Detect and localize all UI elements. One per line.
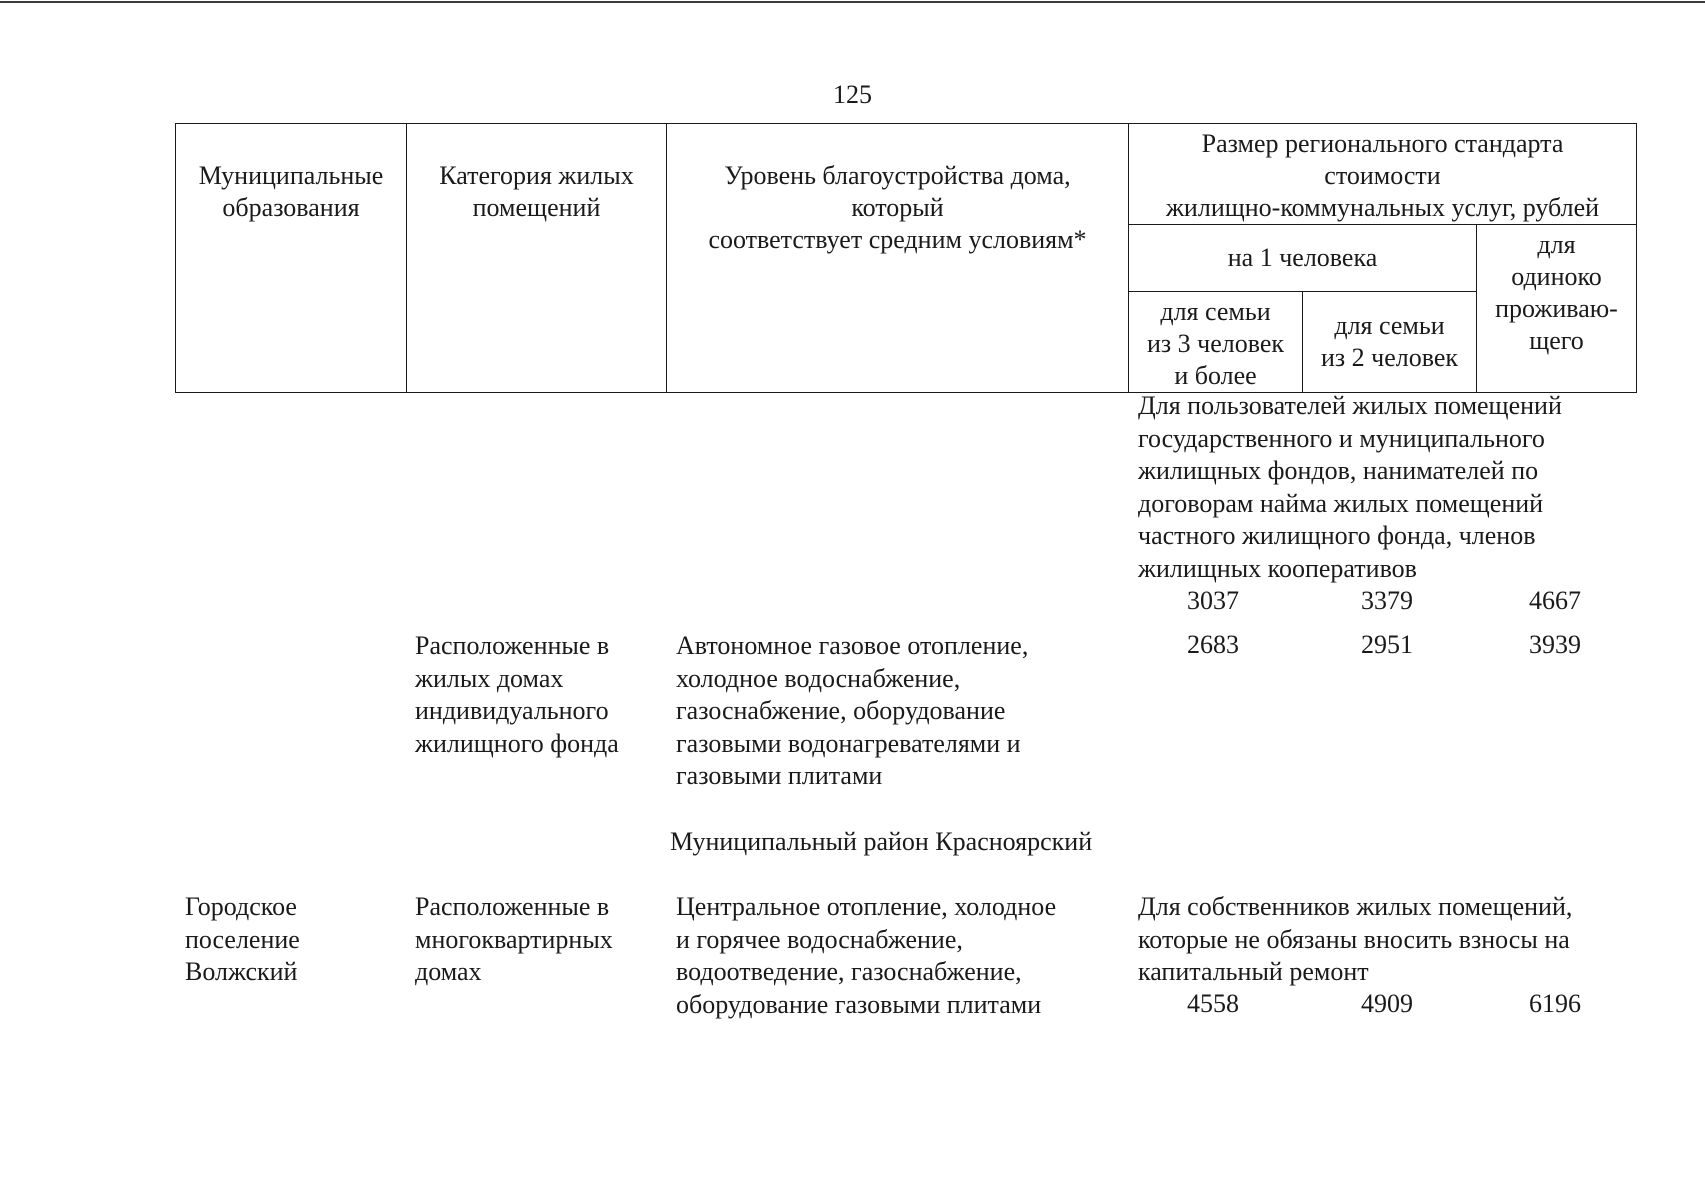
block-note: Для пользователей жилых помещений государственного и муниципального жилищных фондов, нанимателей по договорам найма жилых помещений частного жилищного фонда, членов жилищных кооперативов — [1138, 391, 1562, 583]
value-family-3: 4558 — [1187, 989, 1239, 1018]
value-single: 3939 — [1529, 630, 1581, 659]
header-family-3: для семьи из 3 человек и более — [1129, 292, 1303, 393]
row-level: Автономное газовое отопление, холодное водоснабжение, газоснабжение, оборудование газовыми водонагревателями и газовыми плитами — [676, 631, 1029, 790]
value-family-2: 2951 — [1361, 630, 1413, 659]
row-category: Расположенные в жилых домах индивидуального жилищного фонда — [415, 631, 619, 758]
header-category: Категория жилых помещений — [407, 124, 667, 393]
header-single: для одиноко проживаю- щего — [1477, 225, 1637, 393]
district-title: Муниципальный район Красноярский — [670, 827, 1093, 856]
row-category: Расположенные в многоквартирных домах — [415, 892, 613, 986]
header-family-2: для семьи из 2 человек — [1303, 292, 1477, 393]
row-note: Для собственников жилых помещений, которые не обязаны вносить взносы на капитальный ремонт — [1138, 892, 1573, 986]
header-standard-size: Размер регионального стандарта стоимости жилищно-коммунальных услуг, рублей — [1129, 124, 1637, 225]
value-family-3: 3037 — [1187, 586, 1239, 615]
row-level: Центральное отопление, холодное и горячее водоснабжение, водоотведение, газоснабжение, оборудование газовыми плитами — [676, 892, 1057, 1019]
value-family-2: 3379 — [1361, 586, 1413, 615]
page-number: 125 — [833, 80, 872, 109]
row-municipality: Городское поселение Волжский — [185, 892, 300, 986]
value-family-2: 4909 — [1361, 989, 1413, 1018]
value-family-3: 2683 — [1187, 630, 1239, 659]
top-rule — [0, 1, 1705, 3]
value-single: 6196 — [1529, 989, 1581, 1018]
header-per-person: на 1 человека — [1129, 225, 1477, 292]
header-level: Уровень благоустройства дома, который соответствует средним условиям* — [667, 124, 1129, 393]
table-header — [175, 123, 1637, 393]
value-single: 4667 — [1529, 586, 1581, 615]
header-municipalities: Муниципальные образования — [176, 124, 407, 393]
